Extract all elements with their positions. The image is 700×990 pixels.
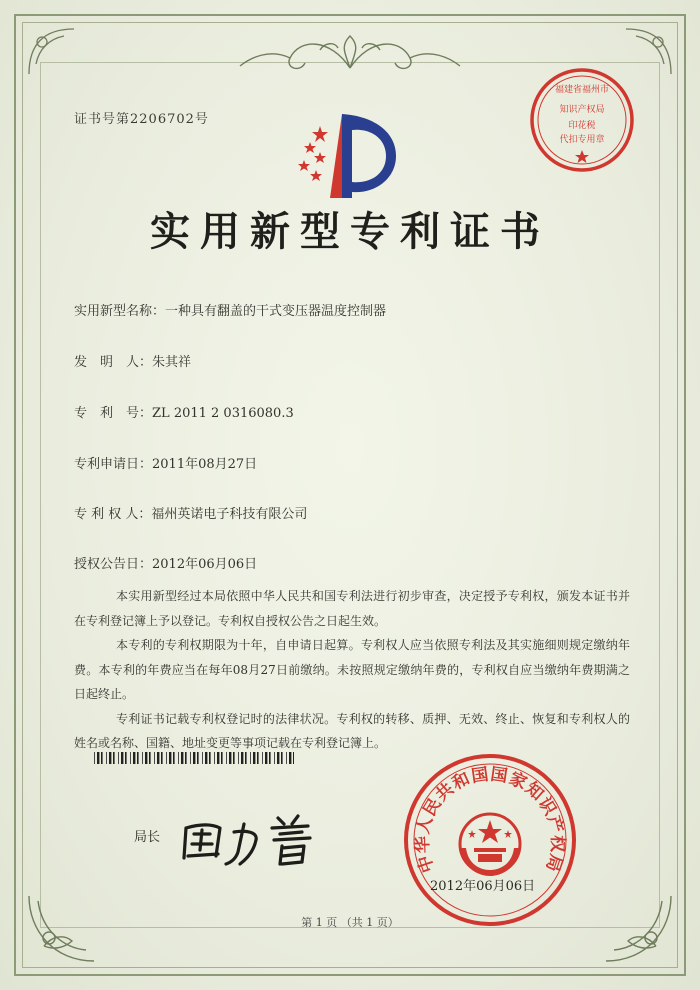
barcode-bar — [154, 752, 155, 764]
field-patent-number — [74, 402, 294, 421]
field-label: 专 利 号： — [74, 406, 153, 421]
field-value: ZL 2011 2 0316080.3 — [152, 406, 294, 421]
top-ornament-icon — [230, 28, 470, 78]
svg-text:知识产权局: 知识产权局 — [559, 105, 605, 115]
field-value: 2012年06月06日 — [152, 557, 258, 572]
field-patentee — [74, 503, 307, 522]
barcode-bar — [190, 752, 191, 764]
page-number: 第 1 页 （共 1 页） — [301, 916, 399, 929]
barcode-bar — [226, 752, 227, 764]
field-value: 2011年08月27日 — [152, 457, 258, 472]
field-value: 福州英诺电子科技有限公司 — [151, 507, 308, 522]
corner-ornament-icon — [24, 24, 84, 84]
field-value: 一种具有翻盖的干式变压器温度控制器 — [165, 304, 387, 319]
barcode-bar — [281, 752, 283, 764]
certificate-title: 实用新型专利证书 — [150, 208, 550, 255]
field-grant-date — [74, 553, 257, 572]
barcode-bar — [262, 752, 263, 764]
barcode-bar — [197, 752, 199, 764]
barcode-icon — [94, 752, 294, 764]
body-paragraph: 本实用新型经过本局依照中华人民共和国专利法进行初步审查，决定授予专利权，颁发本证书并在专利登记簿上予以登记。专利权自授权公告之日起生效。 — [74, 589, 630, 628]
barcode-bar — [241, 752, 243, 764]
barcode-bar — [130, 752, 131, 764]
field-utility-model-name — [74, 300, 386, 319]
barcode-bar — [209, 752, 211, 764]
field-label: 专 利 权 人： — [74, 507, 152, 522]
barcode-bar — [178, 752, 179, 764]
sipo-logo-icon — [290, 108, 402, 204]
barcode-bar — [257, 752, 259, 764]
barcode-bar — [265, 752, 267, 764]
certificate-number: 证书号第2206702号 — [74, 112, 209, 127]
director-label: 局长 — [134, 830, 161, 845]
body-paragraph: 专利证书记载专利权登记时的法律状况。专利权的转移、质押、无效、终止、恢复和专利权人的姓名或名称、国籍、地址变更等事项记载在专利登记簿上。 — [74, 711, 630, 750]
national-emblem-icon — [402, 752, 578, 928]
barcode-bar — [217, 752, 219, 764]
barcode-bar — [233, 752, 235, 764]
barcode-bar — [229, 752, 231, 764]
barcode-bar — [173, 752, 175, 764]
barcode-bar — [133, 752, 135, 764]
barcode-bar — [277, 752, 279, 764]
barcode-bar — [142, 752, 143, 764]
barcode-bar — [145, 752, 147, 764]
field-label: 实用新型名称： — [74, 304, 166, 319]
barcode-bar — [149, 752, 151, 764]
barcode-bar — [185, 752, 187, 764]
field-filing-date — [74, 453, 257, 472]
barcode-bar — [169, 752, 171, 764]
barcode-bar — [274, 752, 275, 764]
svg-text:福建省福州市: 福建省福州市 — [554, 85, 610, 95]
barcode-bar — [97, 752, 99, 764]
barcode-bar — [94, 752, 95, 764]
barcode-bar — [109, 752, 111, 764]
seal-date: 2012年06月06日 — [430, 879, 536, 894]
field-label: 授权公告日： — [74, 557, 153, 572]
barcode-bar — [166, 752, 167, 764]
field-label: 专利申请日： — [74, 457, 153, 472]
field-inventor — [74, 351, 191, 370]
svg-text:代扣专用章: 代扣专用章 — [559, 135, 605, 145]
body-paragraph: 本专利的专利权期限为十年，自申请日起算。专利权人应当依照专利法及其实施细则规定缴纳年费。本专利的年费应当在每年08月27日前缴纳。未按照规定缴纳年费的，专利权自应当缴纳年费期满之日起终止。 — [74, 638, 630, 701]
barcode-bar — [202, 752, 203, 764]
barcode-bar — [293, 752, 294, 764]
barcode-bar — [181, 752, 183, 764]
signature-icon — [180, 808, 330, 870]
barcode-bar — [121, 752, 123, 764]
barcode-bar — [214, 752, 215, 764]
barcode-bar — [106, 752, 107, 764]
barcode-bar — [137, 752, 139, 764]
barcode-bar — [245, 752, 247, 764]
barcode-bar — [253, 752, 255, 764]
barcode-bar — [157, 752, 159, 764]
svg-text:印花税: 印花税 — [568, 121, 596, 131]
barcode-bar — [113, 752, 115, 764]
barcode-bar — [205, 752, 207, 764]
barcode-bar — [193, 752, 195, 764]
barcode-bar — [289, 752, 291, 764]
barcode-bar — [101, 752, 103, 764]
stamp-seal-icon — [528, 66, 636, 174]
barcode-bar — [118, 752, 119, 764]
barcode-bar — [221, 752, 223, 764]
barcode-bar — [269, 752, 271, 764]
seal-text: 中华人民共和国国家知识产权局 — [412, 764, 568, 876]
barcode-bar — [125, 752, 127, 764]
field-label: 发 明 人： — [74, 355, 153, 370]
barcode-bar — [161, 752, 163, 764]
barcode-bar — [238, 752, 239, 764]
barcode-bar — [286, 752, 287, 764]
barcode-bar — [250, 752, 251, 764]
field-value: 朱其祥 — [152, 355, 192, 370]
certificate-body — [74, 584, 630, 756]
